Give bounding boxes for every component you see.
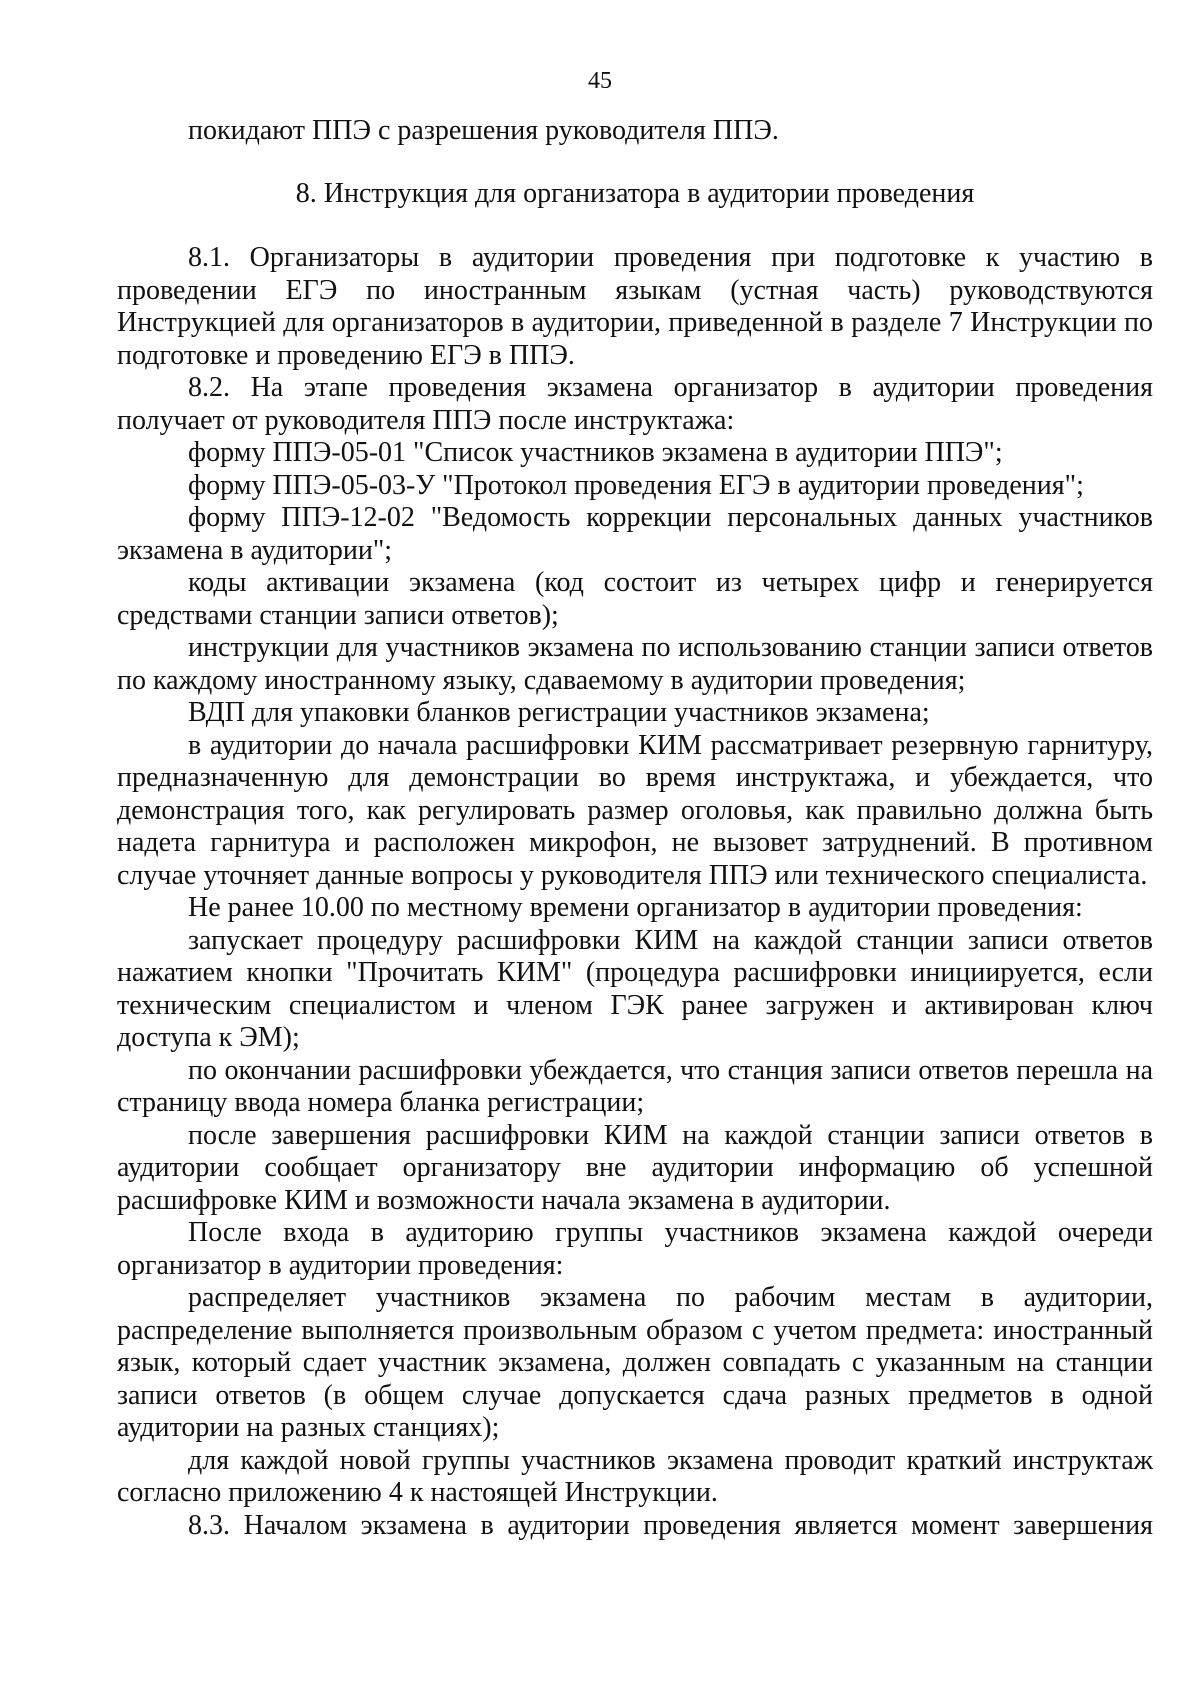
list-item-vdp: ВДП для упаковки бланков регистрации участников экзамена;	[188, 697, 930, 728]
paragraph-8-1: 8.1. Организаторы в аудитории проведения при подготовке к участию в проведении ЕГЭ по иностранным языкам (устная часть) руководствуются Инструкцией для организаторов в аудитории, приведенной в разделе 7 Инструкции по подготовке и проведению ЕГЭ в ППЭ.	[117, 242, 1153, 371]
list-item-form-12-02: форму ППЭ-12-02 "Ведомость коррекции персональных данных участников экзамена в аудитории";	[117, 502, 1153, 566]
list-item-briefing: для каждой новой группы участников экзамена проводит краткий инструктаж согласно приложению 4 к настоящей Инструкции.	[117, 1444, 1153, 1508]
paragraph-headset: в аудитории до начала расшифровки КИМ рассматривает резервную гарнитуру, предназначенную для демонстрации во время инструктажа, и убеждается, что демонстрация того, как регулировать размер оголовья, как правильно должна быть надета гарнитура и расположен микрофон, не вызовет затруднений. В противном случае уточняет данные вопросы у руководителя ППЭ или технического специалиста.	[117, 729, 1153, 891]
paragraph-after-entry: После входа в аудиторию группы участников экзамена каждой очереди организатор в аудитории проведения:	[117, 1217, 1153, 1281]
list-item-form-05-01: форму ППЭ-05-01 "Список участников экзамена в аудитории ППЭ";	[188, 437, 1003, 468]
document-body	[117, 115, 1153, 1542]
list-item-form-05-03: форму ППЭ-05-03-У "Протокол проведения ЕГЭ в аудитории проведения";	[188, 469, 1084, 501]
list-item-start-decryption: запускает процедуру расшифровки КИМ на каждой станции записи ответов нажатием кнопки "Прочитать КИМ" (процедура расшифровки инициируется, если техническим специалистом и членом ГЭК ранее загружен и активирован ключ доступа к ЭМ);	[117, 924, 1153, 1053]
list-item-instructions: инструкции для участников экзамена по использованию станции записи ответов по каждому иностранному языку, сдаваемому в аудитории проведения;	[117, 632, 1153, 696]
paragraph-continuation: покидают ППЭ с разрешения руководителя ППЭ.	[188, 115, 779, 146]
page-number: 45	[588, 68, 612, 94]
section-heading: 8. Инструкция для организатора в аудитории проведения	[295, 177, 975, 209]
list-item-activation-codes: коды активации экзамена (код состоит из четырех цифр и генерируется средствами станции записи ответов);	[117, 567, 1153, 631]
list-item-distribute: распределяет участников экзамена по рабочим местам в аудитории, распределение выполняется произвольным образом с учетом предмета: иностранный язык, который сдает участник экзамена, должен совпадать с указанным на станции записи ответов (в общем случае допускается сдача разных предметов в одной аудитории на разных станциях);	[117, 1282, 1153, 1443]
paragraph-8-2: 8.2. На этапе проведения экзамена организатор в аудитории проведения получает от руководителя ППЭ после инструктажа:	[117, 372, 1153, 436]
paragraph-8-3: 8.3. Началом экзамена в аудитории проведения является момент завершения	[188, 1509, 1153, 1541]
paragraph-not-before-10: Не ранее 10.00 по местному времени организатор в аудитории проведения:	[188, 892, 1083, 923]
list-item-after-decryption: по окончании расшифровки убеждается, что станция записи ответов перешла на страницу ввода номера бланка регистрации;	[117, 1054, 1153, 1118]
list-item-report: после завершения расшифровки КИМ на каждой станции записи ответов в аудитории сообщает организатору вне аудитории информацию об успешной расшифровке КИМ и возможности начала экзамена в аудитории.	[117, 1119, 1153, 1216]
